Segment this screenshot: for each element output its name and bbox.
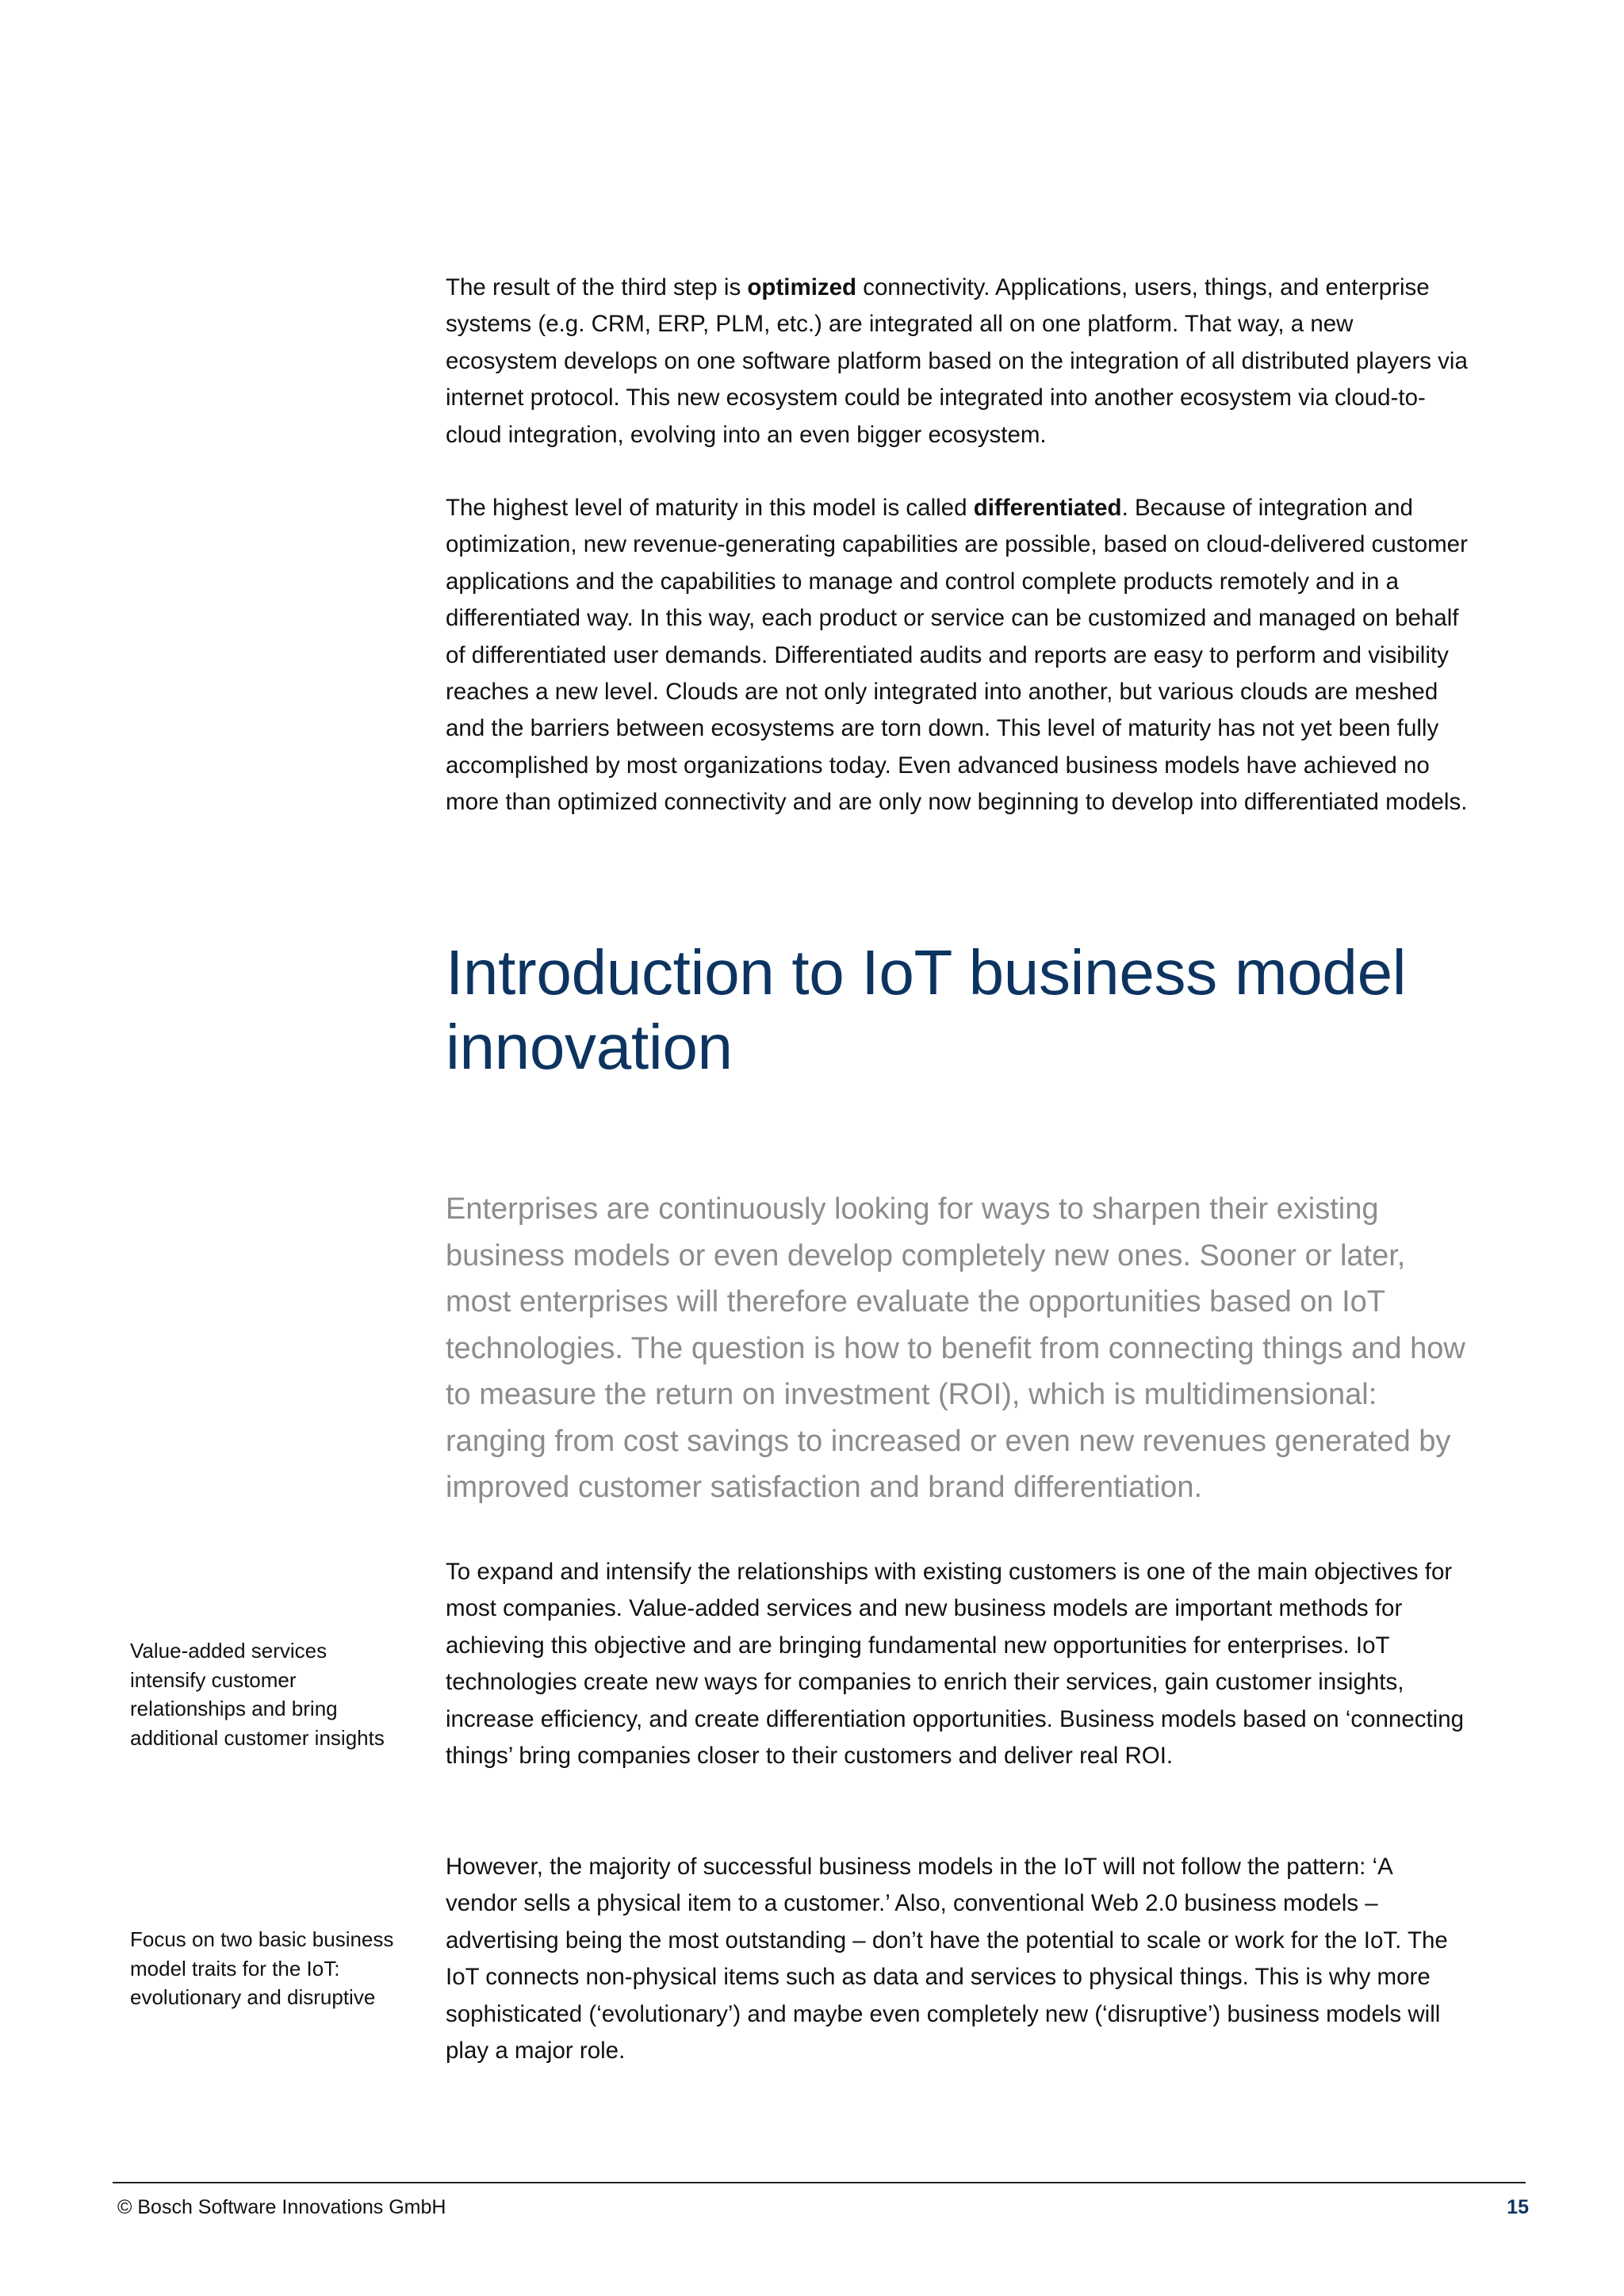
paragraph-differentiated: [446, 490, 1469, 821]
bold-term: differentiated: [973, 495, 1122, 521]
margin-note-value-added: Value-added services intensify customer relationships and bring additional customer insights: [130, 1639, 385, 1750]
page-number: 15: [1507, 2196, 1529, 2218]
footer-copyright: © Bosch Software Innovations GmbH: [117, 2196, 446, 2218]
section-heading: Introduction to IoT business model innovation: [446, 937, 1407, 1082]
paragraph-text: connectivity. Applications, users, things, and enterprise systems (e.g. CRM, ERP, PLM, etc.) are integrated all on one platform. That way, a new ecosystem develops on one software platform based on the integration of all distributed players via internet protocol. This new ecosystem could be integrated into another ecosystem via cloud-to-cloud integration, evolving into an even bigger ecosystem.: [446, 274, 1468, 448]
bold-term: optimized: [747, 274, 857, 300]
paragraph-business-models: However, the majority of successful business models in the IoT will not follow the pattern: ‘A vendor sells a physical item to a customer.’ Also, conventional Web 2.0 business models – advertising being the most outstanding – don’t have the potential to scale or work for the IoT. The IoT connects non-physical items such as data and services to physical things. This is why more sophisticated (‘evolutionary’) and maybe even completely new (‘disruptive’) business models will play a major role.: [446, 1854, 1448, 2064]
paragraph-text: The highest level of maturity in this model is called: [446, 495, 974, 521]
margin-note-business-traits: Focus on two basic business model traits for the IoT: evolutionary and disruptive: [130, 1927, 394, 2009]
paragraph-optimized: [446, 270, 1469, 453]
paragraph-value-added-services: To expand and intensify the relationships with existing customers is one of the main objectives for most companies. Value-added services and new business models are important methods for achieving this objective and are bringing fundamental new opportunities for enterprises. IoT technologies create new ways for companies to enrich their services, gain customer insights, increase efficiency, and create differentiation opportunities. Business models based on ‘connecting things’ bring companies closer to their customers and deliver real ROI.: [446, 1559, 1465, 1770]
lead-paragraph: Enterprises are continuously looking for ways to sharpen their existing business models or even develop completely new ones. Sooner or later, most enterprises will therefore evaluate the opportunities based on IoT technologies. The question is how to benefit from connecting things and how to measure the return on investment (ROI), which is multidimensional: ranging from cost savings to increased or even new revenues generated by improved customer satisfaction and brand differentiation.: [446, 1192, 1465, 1504]
footer-divider: [113, 2182, 1526, 2183]
paragraph-text: . Because of integration and optimization, new revenue-generating capabilities are possible, based on cloud-delivered customer applications and the capabilities to manage and control complete products remotely and in a differentiated way. In this way, each product or service can be customized and managed on behalf of differentiated user demands. Differentiated audits and reports are easy to perform and visibility reaches a new level. Clouds are not only integrated into another, but various clouds are meshed and the barriers between ecosystems are torn down. This level of maturity has not yet been fully accomplished by most organizations today. Even advanced business models have achieved no more than optimized connectivity and are only now beginning to develop into differentiated models.: [446, 495, 1468, 816]
paragraph-text: The result of the third step is: [446, 274, 748, 300]
